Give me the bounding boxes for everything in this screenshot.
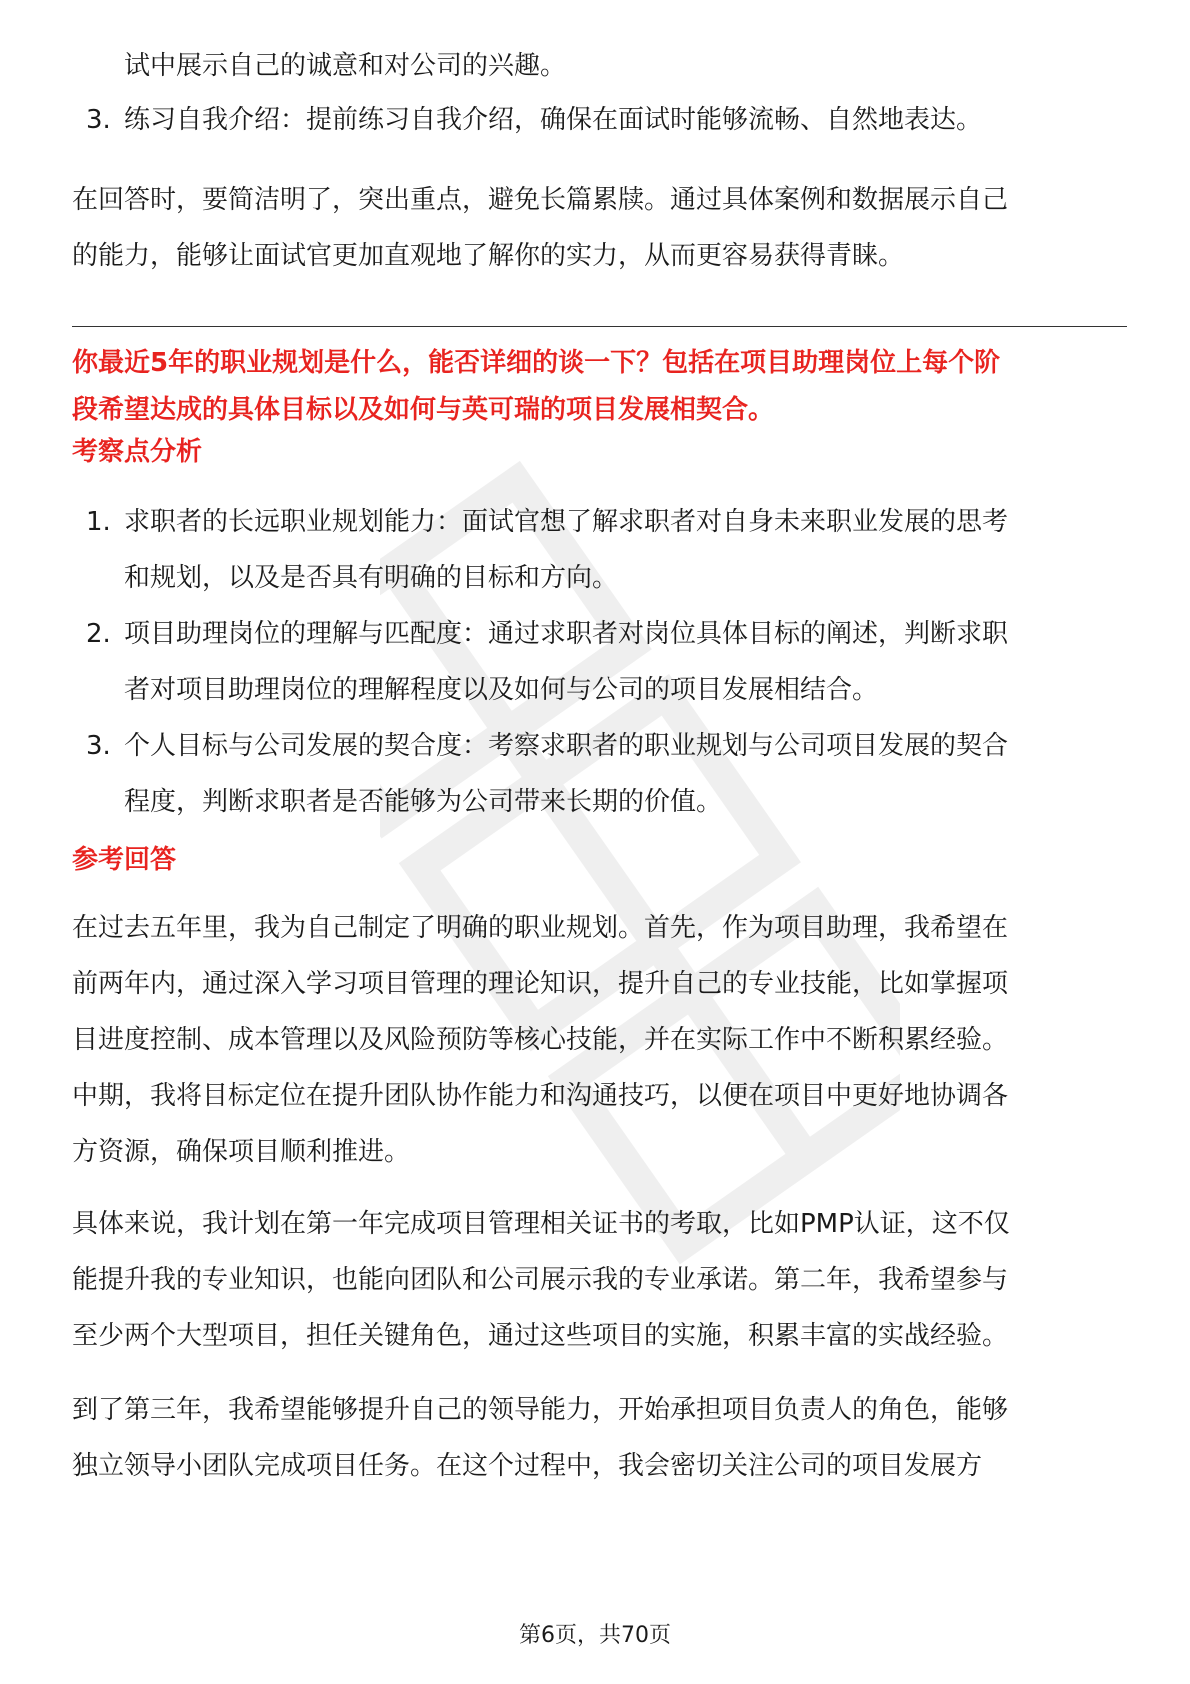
list-item — [72, 718, 1127, 830]
paragraph-line: 目进度控制、成本管理以及风险预防等核心技能，并在实际工作中不断积累经验。 — [72, 1025, 1009, 1055]
continuation-text: 试中展示自己的诚意和对公司的兴趣。 — [124, 51, 567, 81]
answer-paragraph — [72, 1196, 1127, 1364]
list-item — [72, 606, 1127, 718]
answer-heading: 参考回答 — [72, 845, 177, 875]
section-divider — [72, 326, 1127, 327]
answer-paragraph — [72, 900, 1127, 1180]
answer-paragraph — [72, 1382, 1127, 1494]
page-number: 第6页，共70页 — [519, 1623, 671, 1648]
paragraph-line: 方资源，确保项目顺利推进。 — [72, 1137, 411, 1167]
question-title — [72, 340, 1127, 434]
list-text: 练习自我介绍：提前练习自我介绍，确保在面试时能够流畅、自然地表达。 — [124, 105, 983, 135]
analysis-list — [72, 494, 1127, 830]
paragraph-line: 至少两个大型项目，担任关键角色，通过这些项目的实施，积累丰富的实战经验。 — [72, 1321, 1009, 1351]
question-line: 段希望达成的具体目标以及如何与英可瑞的项目发展相契合。 — [72, 395, 775, 425]
list-text: 求职者的长远职业规划能力：面试官想了解求职者对自身未来职业发展的思考 — [124, 507, 1009, 537]
list-text: 个人目标与公司发展的契合度：考察求职者的职业规划与公司项目发展的契合 — [124, 731, 1009, 761]
paragraph-line: 中期，我将目标定位在提升团队协作能力和沟通技巧，以便在项目中更好地协调各 — [72, 1081, 1009, 1111]
list-number: 3. — [86, 105, 111, 135]
list-item — [72, 92, 1179, 148]
paragraph-line: 具体来说，我计划在第一年完成项目管理相关证书的考取，比如PMP认证，这不仅 — [72, 1209, 1010, 1239]
paragraph-line: 在过去五年里，我为自己制定了明确的职业规划。首先，作为项目助理，我希望在 — [72, 913, 1009, 943]
list-text: 程度，判断求职者是否能够为公司带来长期的价值。 — [124, 787, 723, 817]
paragraph-line: 独立领导小团队完成项目任务。在这个过程中，我会密切关注公司的项目发展方 — [72, 1451, 983, 1481]
summary-paragraph — [72, 172, 1127, 284]
list-text: 项目助理岗位的理解与匹配度：通过求职者对岗位具体目标的阐述，判断求职 — [124, 619, 1009, 649]
question-line: 你最近5年的职业规划是什么，能否详细的谈一下？包括在项目助理岗位上每个阶 — [72, 348, 1001, 378]
list-number: 3. — [86, 731, 111, 761]
paragraph-line: 前两年内，通过深入学习项目管理的理论知识，提升自己的专业技能，比如掌握项 — [72, 969, 1009, 999]
paragraph-line: 到了第三年，我希望能够提升自己的领导能力，开始承担项目负责人的角色，能够 — [72, 1395, 1009, 1425]
list-text: 者对项目助理岗位的理解程度以及如何与公司的项目发展相结合。 — [124, 675, 879, 705]
list-number: 1. — [86, 507, 111, 537]
list-text: 和规划，以及是否具有明确的目标和方向。 — [124, 563, 619, 593]
paragraph-line: 的能力，能够让面试官更加直观地了解你的实力，从而更容易获得青睐。 — [72, 241, 905, 271]
list-number: 2. — [86, 619, 111, 649]
analysis-heading: 考察点分析 — [72, 437, 203, 467]
paragraph-line: 在回答时，要简洁明了，突出重点，避免长篇累牍。通过具体案例和数据展示自己 — [72, 185, 1009, 215]
list-item — [72, 494, 1127, 606]
paragraph-line: 能提升我的专业知识，也能向团队和公司展示我的专业承诺。第二年，我希望参与 — [72, 1265, 1009, 1295]
